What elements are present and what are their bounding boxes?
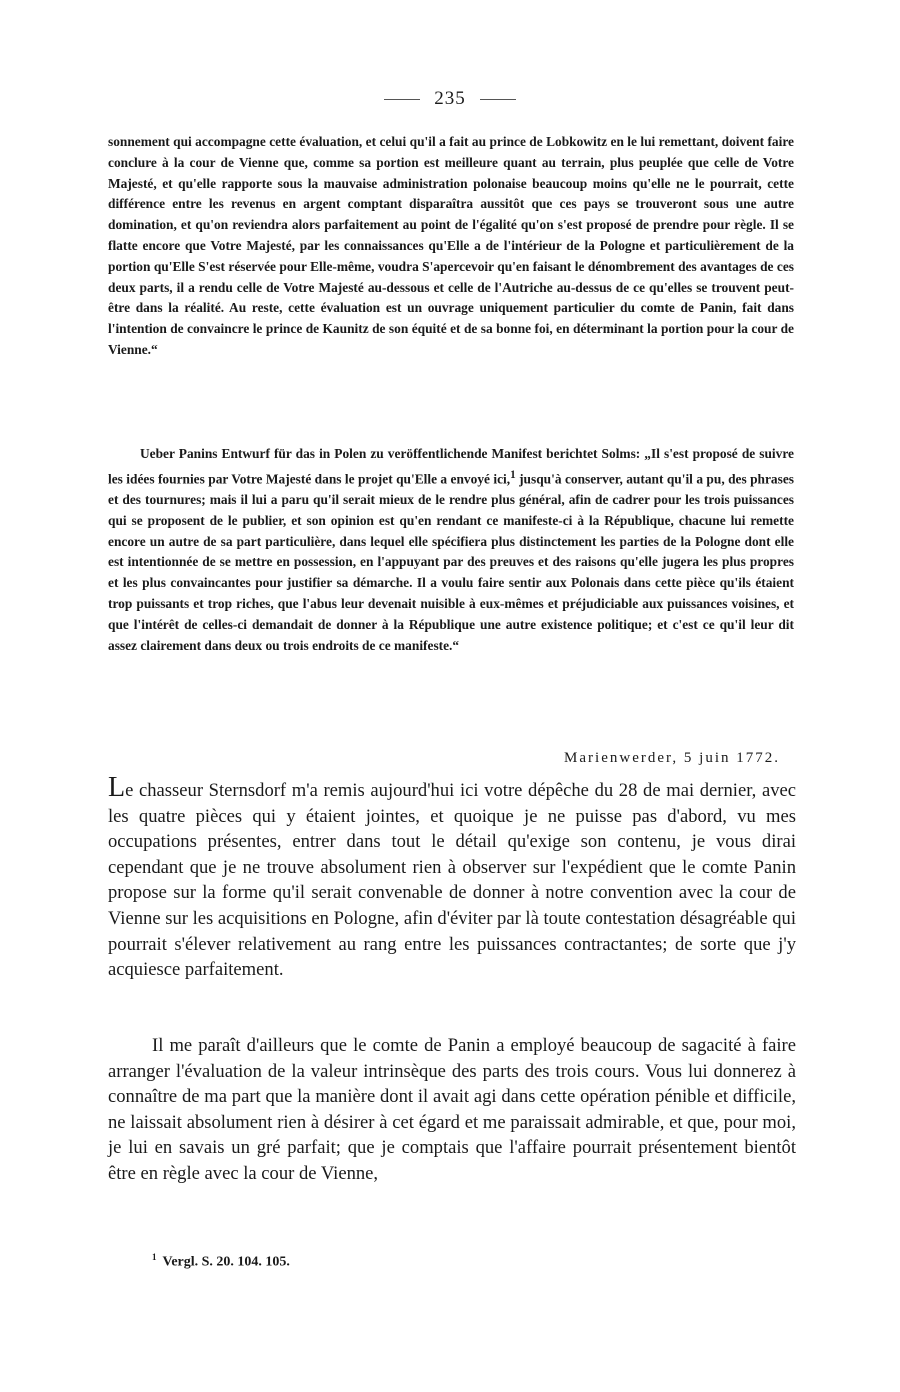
quote-text-after-note: jusqu'à conserver, autant qu'il a pu, des phrases et des tournures; mais il lui a paru qu'il serait mieux de le rendre plus général, afin de cadrer pour les trois puissances qui se proposent de le publier, et son opinion est qu'en rendant ce manifeste-ci à la République, chacune lui remette encore un autre de sa part particulière, dans lequel elle spécifiera plus distinctement les parties de la Pologne dont elle est intentionnée de se mettre en possession, en l'appuyant par des preuves et des raisons qu'elle jugera les plus propres et les plus convaincantes pour justifier sa démarche. Il a voulu faire sentir aux Polonais dans cette pièce qu'ils étaient trop puissants et trop riches, que l'abus leur devenait nuisible à eux-mêmes et préjudiciable aux puissances voisines, et que l'intérêt de celles-ci demandait de donner à la République une autre existence politique; et c'est ce qu'il leur dit assez clairement dans deux ou trois endroits de ce manifeste.“ — [108, 471, 794, 653]
page-number: 235 — [434, 88, 466, 109]
footnote — [152, 1252, 290, 1271]
quote-text-before-note: Ueber Panins Entwurf für das in Polen zu veröffentlichende Manifest berichtet Solms: „Il s'est proposé de suivre les idées fournies par Votre Majesté dans le projet qu'Elle a envoyé ici, — [108, 446, 794, 487]
footnote-marker: 1 — [152, 1252, 157, 1262]
header-rule-right — [480, 99, 516, 100]
quote-continuation — [108, 132, 794, 361]
footnote-reference: 1 — [510, 468, 516, 481]
paragraph-2-text: Il me paraît d'ailleurs que le comte de Panin a employé beaucoup de sagacité à faire arranger l'évaluation de la valeur intrinsèque des parts des trois cours. Vous lui donnerez à connaître de ma part que la manière dont il avait agi dans cette opération pénible et difficile, ne laissait absolument rien à désirer à cet égard et me paraissait admirable, et que, pour moi, je lui en savais un gré parfait; que je comptais que l'affaire pourrait présentement bientôt être en règle avec la cour de Vienne, — [108, 1035, 796, 1184]
quote-paragraph-1: sonnement qui accompagne cette évaluation, et celui qu'il a fait au prince de Lobkowitz en le lui remettant, doivent faire conclure à la cour de Vienne que, comme sa portion est meilleure quant au terrain, plus peuplée que celle de Votre Majesté, et qu'elle rapporte sous la mauvaise administration polonaise beaucoup moins qu'elle ne le pourrait, cette différence entre les revenus en argent comptant disparaîtra aussitôt que ces pays se trouveront sous une autre domination, et qu'on reviendra alors parfaitement au point de l'égalité qu'on s'est proposé de prendre pour règle. Il se flatte encore que Votre Majesté, par les connaissances qu'Elle a de l'intérieur de la Pologne et particulièrement de la portion qu'Elle S'est réservée pour Elle-même, voudra S'apercevoir qu'en faisant le dénombrement des avantages de ces deux parts, il a rendu celle de Votre Majesté au-dessous et celle de l'Autriche au-dessus de ce qu'elles se trouvent peut-être dans la réalité. Au reste, cette évaluation est un ouvrage uniquement particulier du comte de Panin, fait dans l'intention de convaincre le prince de Kaunitz de son équité et de sa bonne foi, en déterminant la portion pour la cour de Vienne.“ — [108, 134, 794, 357]
letter-paragraph-1 — [108, 772, 796, 983]
letter-date-line: Marienwerder, 5 juin 1772. — [564, 750, 780, 766]
initial-letter: L — [108, 772, 126, 803]
quote-paragraph-2 — [108, 444, 794, 656]
manifest-report — [108, 444, 794, 656]
page-header — [0, 88, 900, 110]
header-rule-left — [384, 99, 420, 100]
footnote-text: Vergl. S. 20. 104. 105. — [162, 1254, 290, 1270]
paragraph-1-text: e chasseur Sternsdorf m'a remis aujourd'hui ici votre dépêche du 28 de mai dernier, avec les quatre pièces qui y étaient jointes, et quoique je ne puisse pas d'abord, vu mes occupations présentes, entrer dans tout le détail qu'exige son contenu, je vous dirai cependant que je ne trouve absolument rien à observer sur l'expédient que le comte Panin propose sur la forme qu'il serait convenable de donner à notre convention avec la cour de Vienne sur les acquisitions en Pologne, afin d'éviter par là toute contestation désagréable qui pourrait s'élever relativement au rang entre les puissances contractantes; de sorte que j'y acquiesce parfaitement. — [108, 780, 796, 981]
letter-paragraph-2 — [108, 1033, 796, 1187]
